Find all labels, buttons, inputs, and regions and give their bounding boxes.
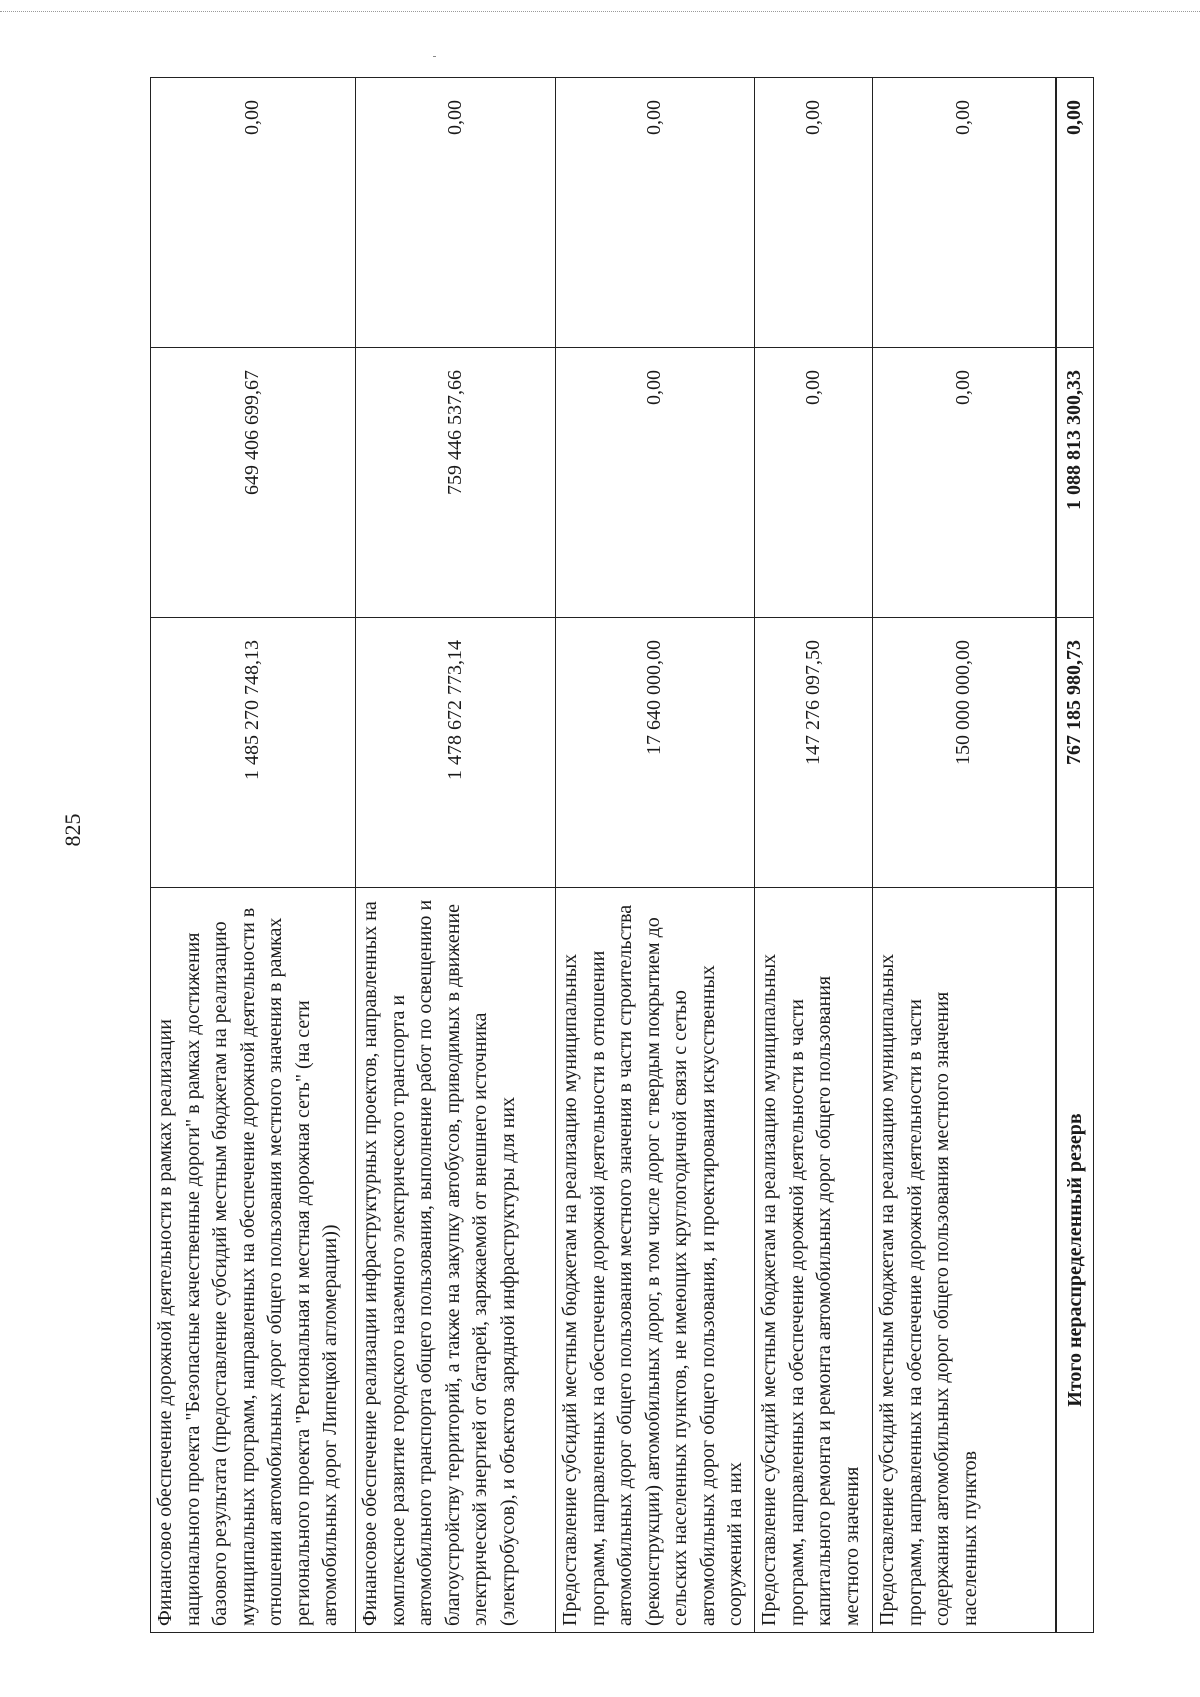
row-value-2: 0,00 — [873, 348, 1056, 618]
row-value-3: 0,00 — [755, 78, 873, 348]
row-description: Финансовое обеспечение дорожной деятельности в рамках реализации национального проекта "Безопасные качественные дороги" в рамках достижения базового результата (предоставление субсидий местным бюджетам на реализацию муниципальных программ, направленных на обеспечение дорожной деятельности в отношении автомобильных дорог общего пользования местного значения в рамках регионального проекта "Региональная и местная дорожная сеть" (на сети автомобильных дорог Липецкой агломерации)) — [151, 888, 356, 1633]
row-value-1: 150 000 000,00 — [873, 618, 1056, 888]
row-value-2: 0,00 — [755, 348, 873, 618]
row-value-2: 759 446 537,66 — [356, 348, 556, 618]
table-row — [356, 78, 556, 1633]
total-value-2: 1 088 813 300,33 — [1056, 348, 1094, 618]
scan-speck — [433, 56, 436, 57]
table-row — [873, 78, 1056, 1633]
row-value-1: 17 640 000,00 — [556, 618, 755, 888]
row-value-1: 1 485 270 748,13 — [151, 618, 356, 888]
table-row — [755, 78, 873, 1633]
row-description: Предоставление субсидий местным бюджетам на реализацию муниципальных программ, направленных на обеспечение дорожной деятельности в отношении автомобильных дорог общего пользования местного значения в части строительства (реконструкции) автомобильных дорог, в том числе дорог с твердым покрытием до сельских населенных пунктов, не имеющих круглогодичной связи с сетью автомобильных дорог общего пользования, и проектирования искусственных сооружений на них — [556, 888, 755, 1633]
table-row — [151, 78, 356, 1633]
row-value-3: 0,00 — [873, 78, 1056, 348]
total-value-3: 0,00 — [1056, 78, 1094, 348]
row-value-2: 649 406 699,67 — [151, 348, 356, 618]
total-row — [1056, 78, 1094, 1633]
row-description: Финансовое обеспечение реализации инфраструктурных проектов, направленных на комплексное развитие городского наземного электрического транспорта и автомобильного транспорта общего пользования, выполнение работ по освещению и благоустройству территорий, а также на закупку автобусов, приводимых в движение электрической энергией от батарей, заряжаемой от внешнего источника (электробусов), и объектов зарядной инфраструктуры для них — [356, 888, 556, 1633]
row-value-3: 0,00 — [356, 78, 556, 348]
row-value-3: 0,00 — [151, 78, 356, 348]
total-label: Итого нераспределенный резерв — [1056, 888, 1094, 1633]
row-value-1: 147 276 097,50 — [755, 618, 873, 888]
budget-reserve-table — [150, 77, 1094, 1633]
row-value-2: 0,00 — [556, 348, 755, 618]
scan-top-edge — [0, 11, 1200, 12]
rotated-table-container — [150, 78, 1095, 1633]
row-description: Предоставление субсидий местным бюджетам на реализацию муниципальных программ, направленных на обеспечение дорожной деятельности в части капитального ремонта и ремонта автомобильных дорог общего пользования местного значения — [755, 888, 873, 1633]
row-value-3: 0,00 — [556, 78, 755, 348]
page-number: 825 — [60, 813, 85, 847]
row-value-1: 1 478 672 773,14 — [356, 618, 556, 888]
total-value-1: 767 185 980,73 — [1056, 618, 1094, 888]
row-description: Предоставление субсидий местным бюджетам на реализацию муниципальных программ, направленных на обеспечение дорожной деятельности в части содержания автомобильных дорог общего пользования местного значения населенных пунктов — [873, 888, 1056, 1633]
table-row — [556, 78, 755, 1633]
